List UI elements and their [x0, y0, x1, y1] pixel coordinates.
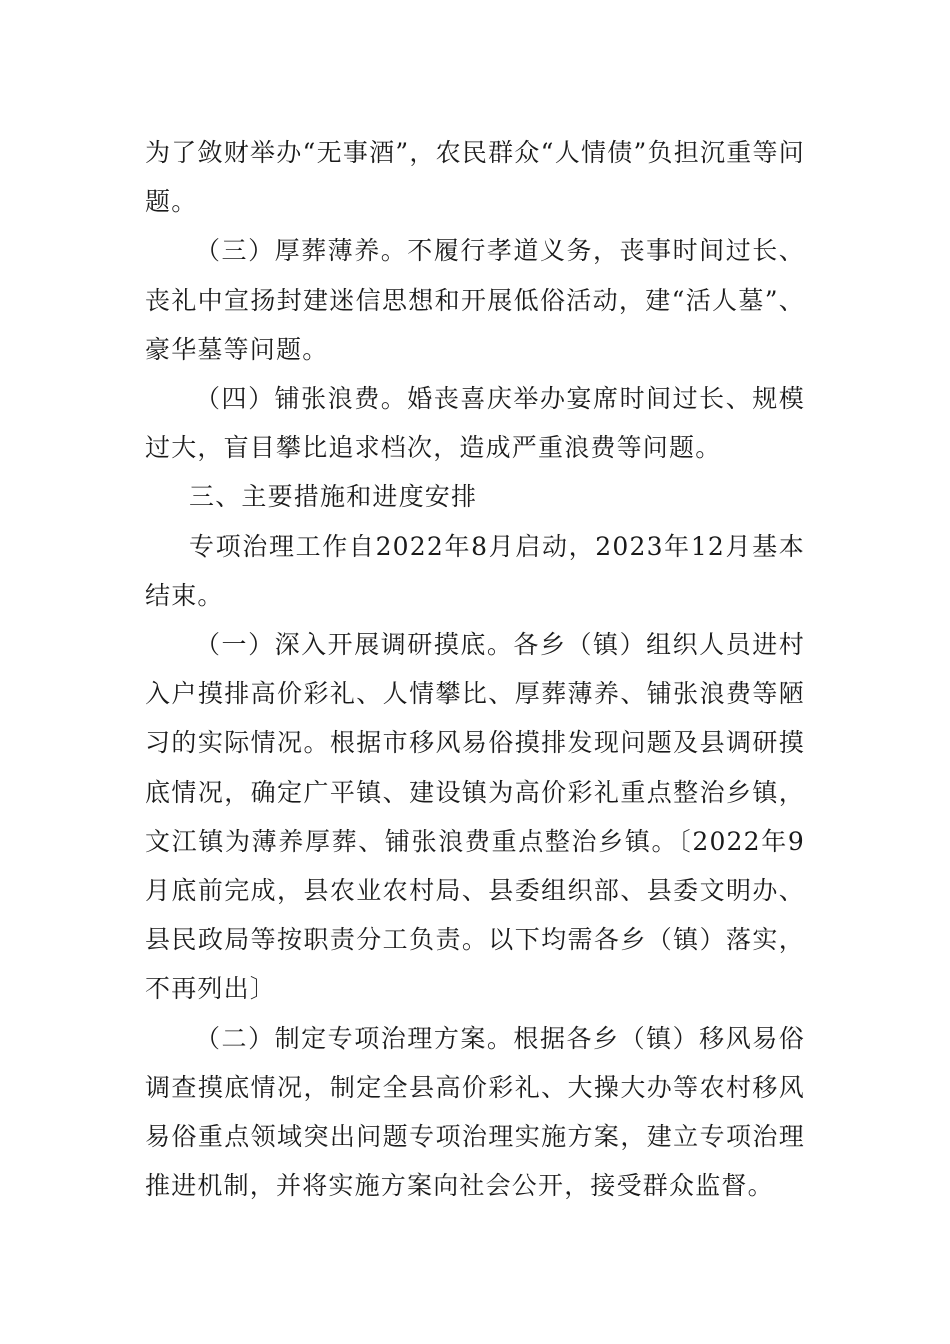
paragraph-continuation: 为了敛财举办“无事酒”，农民群众“人情债”负担沉重等问题。	[145, 138, 805, 217]
paragraph-measure-two: （二）制定专项治理方案。根据各乡（镇）移风易俗调查摸底情况，制定全县高价彩礼、大操大办等农村移风易俗重点领域突出问题专项治理实施方案，建立专项治理推进机制，并将实施方案向社会公开，接受群众监督。	[145, 1023, 805, 1201]
paragraph-item-three: （三）厚葬薄养。不履行孝道义务，丧事时间过长、丧礼中宣扬封建迷信思想和开展低俗活动，建“活人墓”、豪华墓等问题。	[145, 236, 805, 364]
section-heading: 三、主要措施和进度安排	[189, 482, 478, 512]
paragraph-item-four: （四）铺张浪费。婚丧喜庆举办宴席时间过长、规模过大，盲目攀比追求档次，造成严重浪费等问题。	[145, 384, 805, 463]
document-body	[145, 128, 805, 1210]
paragraph-schedule: 专项治理工作自2022年8月启动，2023年12月基本结束。	[145, 531, 805, 610]
paragraph-measure-one: （一）深入开展调研摸底。各乡（镇）组织人员进村入户摸排高价彩礼、人情攀比、厚葬薄养、铺张浪费等陋习的实际情况。根据市移风易俗摸排发现问题及县调研摸底情况，确定广平镇、建设镇为高价彩礼重点整治乡镇，文江镇为薄养厚葬、铺张浪费重点整治乡镇。〔2022年9月底前完成，县农业农村局、县委组织部、县委文明办、县民政局等按职责分工负责。以下均需各乡（镇）落实，不再列出〕	[145, 630, 805, 1004]
